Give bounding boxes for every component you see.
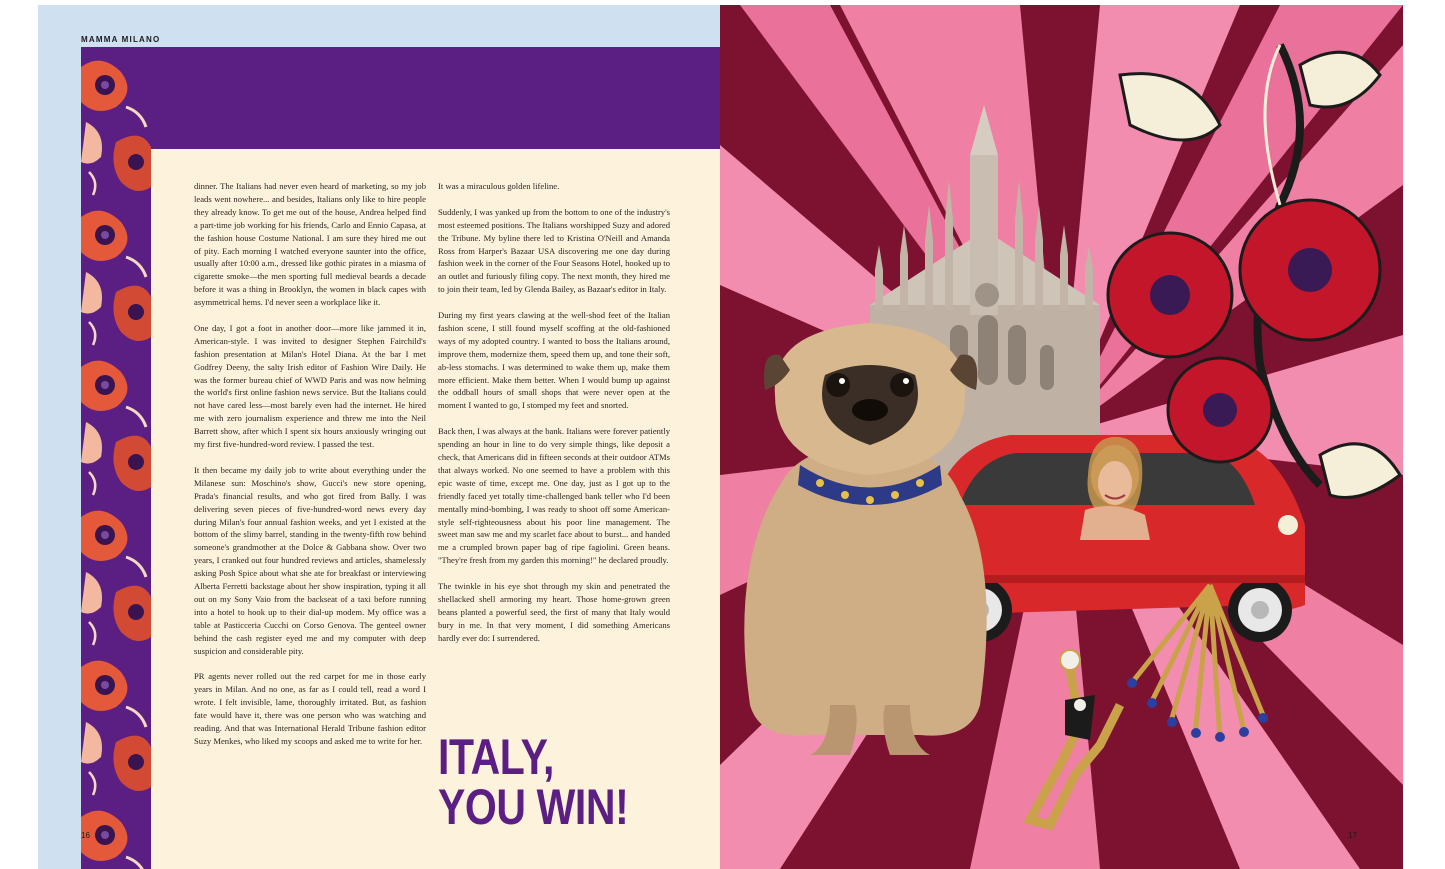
text-column-1 — [194, 180, 426, 761]
running-head: MAMMA MILANO — [81, 35, 161, 44]
magazine-spread — [38, 5, 1403, 869]
paragraph: One day, I got a foot in another door—more like jammed it in, American-style. I was invited to designer Stephen Fairchild's fashion presentation at Milan's Hotel Diana. At the bar I met Godfrey Deeny, the salty Irish editor of Fashion Wire Daily. He was the former bureau chief of WWD Paris and was now helming the world's first online fashion news service. But the Italians could not have cared less—most barely even had the internet. He hired me with zero journalism experience and threw me into the Neil Barrett show, after which I spent six hours anxiously wringing out my first five-hundred-word review. I passed the test. — [194, 322, 426, 450]
purple-header-band — [81, 47, 720, 149]
paragraph: The twinkle in his eye shot through my skin and penetrated the shellacked shell armoring my heart. Those home-grown green beans planted a powerful seed, the first of many that Italy would bury in me. In that very moment, I did something Americans hardly ever do: I surrendered. — [438, 581, 670, 643]
poppy-pattern-icon — [81, 47, 151, 869]
paragraph: It was a miraculous golden lifeline. — [438, 181, 560, 191]
collage-illustration — [720, 5, 1403, 869]
paragraph: dinner. The Italians had never even heard of marketing, so my job leads went nowhere... and besides, Italians only like to hire people they already know. To get me out of the house, Andrea helped find a part-time job working for his friends, Carlo and Ennio Capasa, at the fashion house Costume National. I am sure they hired me out of pity. Each morning I watched everyone saunter into the office, usually after 10:00 a.m., dressed like gothic pirates in a miasma of cigarette smoke—the men sporting full medieval beards a decade before it was a thing in Brooklyn, the women in black capes with asymmetrical hems. I'd never seen a workplace like it. — [194, 181, 426, 308]
poppy-pattern-strip — [81, 47, 151, 869]
right-page-collage — [720, 5, 1403, 869]
page-number-left: 16 — [81, 831, 90, 840]
pug-dog-icon — [744, 323, 986, 755]
page-number-right: 17 — [1348, 831, 1357, 840]
paragraph: Back then, I was always at the bank. Italians were forever patiently spending an hour in line to do very simple things, like deposit a check, that Americans did in fifteen seconds at their outdoor ATMs that always worked. No one seemed to have a problem with this epic waste of time, except me. One day, just as I got up to the friendly faced yet totally time-challenged bank teller who I'd been mentally mind-bombing, I was ready to shoot off some American-style self-righteousness about his poor line management. The sweet man saw me and my scarlet face about to burst... and handed me a crumpled brown paper bag of ripe fagiolini. Green beans. "They're fresh from my garden this morning!" he declared proudly. — [438, 426, 670, 566]
paragraph: PR agents never rolled out the red carpet for me in those early years in Milan. And no one, as far as I could tell, read a word I wrote. I felt invisible, lame, thoroughly irritated. But, as fashion fate would have it, there was one person who was watching and reading. And that was International Herald Tribune fashion editor Suzy Menkes, who liked my scoops and asked me to write for her. — [194, 671, 426, 746]
text-column-2 — [438, 180, 670, 657]
headline-line-2: YOU WIN! — [438, 779, 629, 835]
paragraph: Suddenly, I was yanked up from the bottom to one of the industry's most esteemed positions. The Italians worshipped Suzy and adored the Tribune. My byline there led to Kristina O'Neill and Amanda Ross from Harper's Bazaar USA discovering me one day during fashion week in the corner of the Four Seasons Hotel, hooked up to an outlet and furiously filing copy. The next month, they hired me to join their team, led by Glenda Bailey, as Bazaar's editor in Italy. — [438, 206, 670, 295]
paragraph: It then became my daily job to write about everything under the Milanese sun: Moschino's show, Gucci's new store opening, Prada's financial results, and who got fired from Bally. I was delivering seven pieces of five-hundred-word news every day during Milan's four annual fashion weeks, and yet I existed at the bottom of the slimy barrel, standing in the twenty-fifth row behind someone's grandmother at the Dolce & Gabbana show. Over two years, I cranked out four hundred reviews and articles, shamelessly asking Posh Spice about what she ate for breakfast or interviewing Alberta Ferretti backstage about her show inspiration, typing it all out on my Sony Vaio from the backseat of a taxi before running into a hotel to hook up to their dial-up modem. My office was a table at Pasticceria Cucchi on Corso Genova. The genteel owner behind the cash register eyed me and my computer with deep suspicion and considerable pity. — [194, 464, 426, 656]
chapter-headline — [438, 729, 651, 835]
headline-line-1: ITALY, — [438, 729, 555, 785]
paragraph: During my first years clawing at the well-shod feet of the Italian fashion scene, I still found myself scoffing at the old-fashioned ways of my adopted country. I wanted to boss the Italians around, improve them, modernize them, speed them up, and tone their soft, ab-less stomachs. I was determined to wake them up, make them more efficient. Make them better. When I would bump up against the oddball hours of small shops that were never open at the moment I wanted to go, I stomped my feet and snorted. — [438, 310, 670, 411]
